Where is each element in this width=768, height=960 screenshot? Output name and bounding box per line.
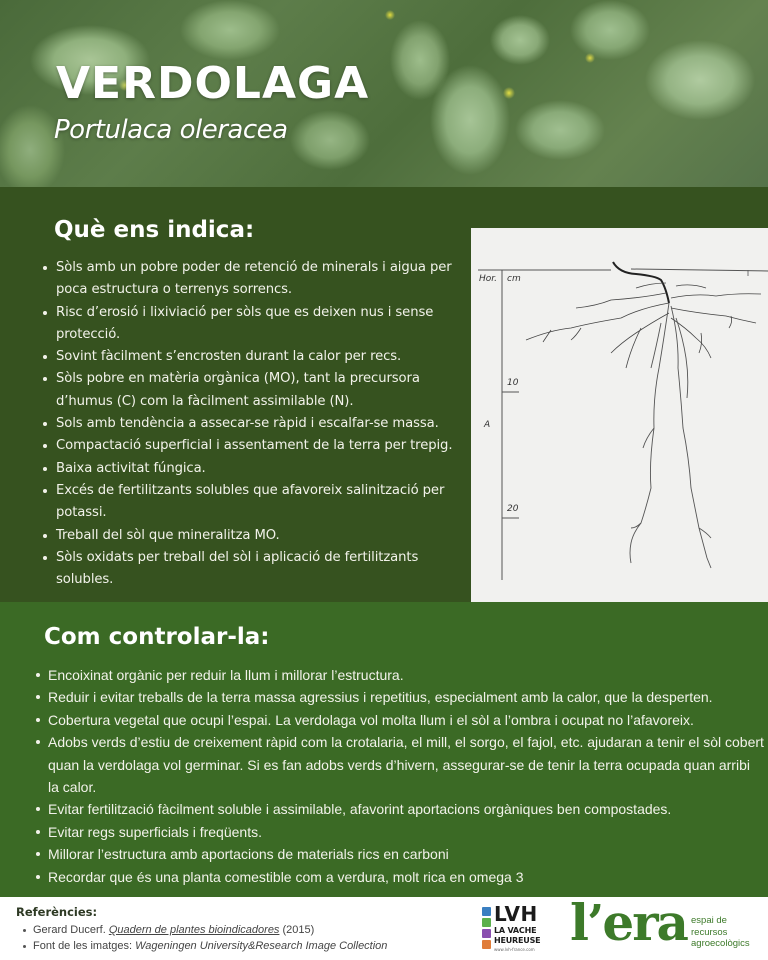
indicates-title: Què ens indica: [54, 217, 255, 243]
horizon-label: Hor. [479, 274, 498, 284]
depth-10-label: 10 [507, 378, 519, 388]
list-item: Sòls pobre en matèria orgànica (MO), tant la precursora d’humus (C) com la fàcilment assimilable (N). [40, 368, 470, 413]
lvh-icon-squares [482, 907, 491, 951]
list-item: Sols amb tendència a assecar-se ràpid i escalfar-se massa. [40, 413, 470, 435]
root-system-drawing [471, 228, 768, 602]
lera-tag-line: espai de [691, 915, 727, 926]
header-photo [0, 0, 768, 187]
control-list [34, 664, 764, 888]
list-item: Evitar fertilització fàcilment soluble i assimilable, afavorint aportacions orgàniques ben compostades. [34, 798, 764, 820]
list-item: Adobs verds d’estiu de creixement ràpid com la crotalaria, el mill, el sorgo, el fajol, etc. ajudaran a tenir el sòl cobert quan la verdolaga vol germinar. Si es fan adobs verds d’hivern, assegurar-se de tenir la terra ocupada quan arribi la calor. [34, 731, 764, 798]
list-item: Reduir i evitar treballs de la terra massa agressius i repetitius, especialment amb la calor, que la desperten. [34, 686, 764, 708]
list-item: Millorar l’estructura amb aportacions de materials rics en carboni [34, 843, 764, 865]
indicates-list [40, 257, 470, 591]
references-title: Referències: [16, 905, 98, 919]
reference-source: Wageningen University&Research Image Collection [135, 940, 388, 952]
reference-author: Gerard Ducerf. [33, 924, 109, 936]
list-item: Treball del sòl que mineralitza MO. [40, 525, 470, 547]
list-item: Cobertura vegetal que ocupi l’espai. La verdolaga vol molta llum i el sòl a l’ombra i ocupat no l’afavoreix. [34, 709, 764, 731]
lvh-url: www.lvh-france.com [494, 947, 535, 952]
list-item: Encoixinat orgànic per reduir la llum i millorar l’estructura. [34, 664, 764, 686]
unit-label: cm [507, 274, 521, 284]
indicates-section [0, 187, 768, 602]
lera-logo: l’era [570, 893, 687, 952]
list-item: Excés de fertilitzants solubles que afavoreix salinització per potassi. [40, 480, 470, 525]
lvh-line-2: HEUREUSE [494, 936, 541, 945]
lvh-square-icon [482, 918, 491, 927]
lvh-square-icon [482, 929, 491, 938]
scientific-name: Portulaca oleracea [54, 115, 288, 145]
lvh-logo [480, 902, 550, 953]
list-item: Risc d’erosió i lixiviació per sòls que es deixen nus i sense protecció. [40, 302, 470, 347]
reference-year: (2015) [279, 924, 315, 936]
horizon-a-label: A [484, 420, 491, 430]
page-title: VERDOLAGA [56, 58, 370, 109]
control-section [0, 602, 768, 897]
list-item: Recordar que és una planta comestible com a verdura, molt rica en omega 3 [34, 866, 764, 888]
reference-book-link[interactable]: Quadern de plantes bioindicadores [108, 924, 280, 936]
list-item: Compactació superficial i assentament de la terra per trepig. [40, 435, 470, 457]
root-illustration [471, 228, 768, 602]
lera-tag-line: recursos [691, 926, 728, 938]
reference-item [22, 922, 387, 938]
lvh-square-icon [482, 907, 491, 916]
references-list [22, 922, 387, 954]
lvh-square-icon [482, 940, 491, 949]
reference-label: Font de les imatges: [33, 940, 136, 952]
list-item: Evitar regs superficials i freqüents. [34, 821, 764, 843]
depth-20-label: 20 [507, 504, 519, 514]
reference-item [22, 938, 387, 954]
list-item: Sòls oxidats per treball del sòl i aplicació de fertilitzants solubles. [40, 547, 470, 592]
list-item: Baixa activitat fúngica. [40, 458, 470, 480]
lera-tag-line: agroecològics [691, 938, 750, 949]
lvh-wordmark: LVH [494, 902, 538, 926]
list-item: Sòls amb un pobre poder de retenció de minerals i aigua per poca estructura o terrenys sorrencs. [40, 257, 470, 302]
footer [0, 893, 768, 960]
lvh-line-1: LA VACHE [494, 926, 537, 935]
control-title: Com controlar-la: [44, 624, 270, 650]
lera-tagline [691, 915, 750, 950]
list-item: Sovint fàcilment s’encrosten durant la calor per recs. [40, 346, 470, 368]
